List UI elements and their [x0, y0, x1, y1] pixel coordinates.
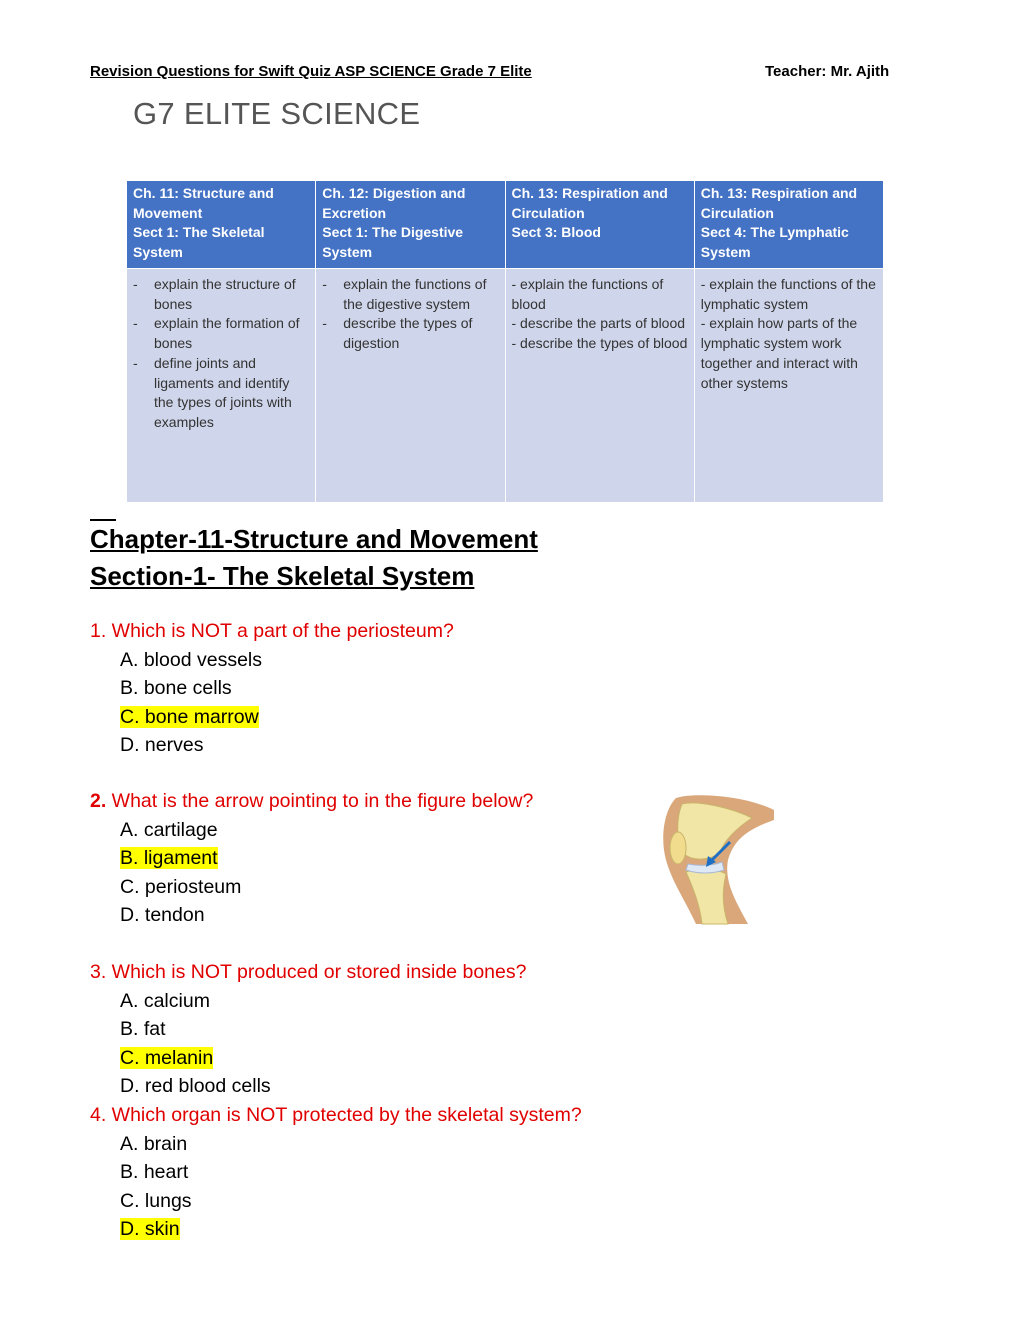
question-number: 4.: [90, 1104, 107, 1126]
objective-item: [133, 275, 309, 314]
objectives-table: [126, 180, 884, 503]
dash-bullet-icon: -: [133, 276, 138, 292]
correct-answer-text: B. ligament: [120, 847, 218, 870]
answer-option: [90, 1187, 582, 1216]
objective-text: explain the structure of bones: [154, 276, 296, 312]
objective-item: [133, 354, 309, 433]
question-text: [90, 617, 454, 646]
objectives-header-line: System: [700, 244, 751, 261]
answer-option: [90, 901, 533, 930]
objective-text: explain the formation of bones: [154, 315, 300, 352]
option-text: C. periosteum: [120, 875, 242, 898]
objectives-header-line: Sect 4: The Lymphatic: [700, 224, 849, 241]
question-1: [90, 617, 454, 760]
objectives-header-row: [127, 181, 884, 269]
question-prompt: What is the arrow pointing to in the figure below?: [106, 790, 534, 812]
option-text: D. red blood cells: [120, 1075, 271, 1098]
banner-title: G7 ELITE SCIENCE: [133, 96, 421, 131]
option-text: A. calcium: [120, 989, 210, 1012]
answer-option: [90, 646, 454, 675]
correct-answer-text: D. skin: [120, 1218, 180, 1241]
patella-bone: [670, 832, 686, 864]
option-text: A. cartilage: [120, 818, 218, 841]
objective-item: - explain the functions of blood: [511, 276, 664, 312]
question-text: [90, 958, 526, 987]
section-title: Section-1- The Skeletal System: [90, 561, 475, 591]
objectives-header-line: Movement: [133, 204, 203, 221]
correct-answer-text: C. bone marrow: [120, 705, 259, 728]
objective-item: [133, 314, 309, 353]
answer-option: [90, 1072, 526, 1101]
option-text: B. bone cells: [120, 677, 232, 700]
objective-text: describe the types of digestion: [343, 315, 473, 352]
question-prompt: Which is NOT a part of the periosteum?: [106, 620, 454, 642]
objectives-header-line: System: [322, 244, 373, 261]
answer-option: [90, 1130, 582, 1159]
answer-option: [90, 1015, 526, 1044]
dash-bullet-icon: -: [322, 276, 327, 292]
option-text: D. tendon: [120, 904, 205, 927]
dash-bullet-icon: -: [133, 354, 138, 371]
question-3: [90, 958, 526, 1101]
question-number: 2.: [90, 790, 107, 812]
objectives-header-line: Ch. 12: Digestion and: [322, 185, 466, 201]
answer-option: [90, 816, 533, 845]
objective-text: explain the functions of the digestive system: [343, 276, 487, 312]
chapter-title: Chapter-11-Structure and Movement: [90, 524, 538, 554]
objectives-body-cell: [694, 269, 883, 503]
teacher-name: Teacher: Mr. Ajith: [765, 63, 890, 80]
option-text: A. blood vessels: [120, 648, 262, 671]
objective-item: - explain the functions of the lymphatic system: [700, 276, 876, 312]
answer-option: [90, 1158, 582, 1187]
answer-option: [90, 873, 533, 902]
objectives-list: [322, 275, 498, 354]
objectives-body-row: [127, 269, 884, 503]
objectives-header-line: Ch. 13: Respiration and: [700, 185, 858, 201]
knee-joint-figure: [636, 790, 776, 930]
question-prompt: Which is NOT produced or stored inside bones?: [106, 961, 527, 983]
objectives-header-cell: [505, 181, 694, 269]
objectives-body-cell: [505, 269, 694, 503]
question-2: [90, 787, 533, 930]
objectives-header-line: Sect 3: Blood: [511, 224, 601, 241]
correct-answer-text: C. melanin: [120, 1046, 214, 1069]
objectives-header-line: Sect 1: The Digestive: [322, 224, 464, 241]
objectives-header-line: Sect 1: The Skeletal: [133, 224, 265, 241]
option-text: B. fat: [120, 1018, 166, 1041]
question-number: 3.: [90, 961, 107, 983]
objectives-body-cell: [127, 269, 316, 503]
dash-bullet-icon: -: [133, 315, 138, 332]
question-text: [90, 787, 533, 816]
dash-bullet-icon: -: [322, 315, 327, 332]
answer-option: [90, 987, 526, 1016]
objective-item: - describe the parts of blood: [511, 315, 686, 332]
objective-item: [322, 275, 498, 314]
answer-option: [90, 1044, 526, 1073]
objectives-header-cell: [127, 181, 316, 269]
objectives-header-line: Excretion: [322, 204, 387, 221]
question-number: 1.: [90, 620, 107, 642]
objectives-header-line: Circulation: [700, 204, 774, 221]
objectives-body-cell: [316, 269, 505, 503]
objective-item: [322, 314, 498, 353]
objectives-header-line: Circulation: [511, 204, 585, 221]
answer-option: [90, 731, 454, 760]
objective-text: define joints and ligaments and identify the types of joints with examples: [154, 354, 292, 430]
objective-item: - describe the types of blood: [511, 335, 688, 352]
objectives-list: [133, 275, 309, 433]
question-4: [90, 1101, 582, 1244]
objectives-header-cell: [694, 181, 883, 269]
title-overline-mark: [90, 519, 116, 521]
answer-option: [90, 674, 454, 703]
option-text: C. lungs: [120, 1189, 192, 1212]
option-text: A. brain: [120, 1132, 188, 1155]
objectives-header-cell: [316, 181, 505, 269]
objective-item: - explain how parts of the lymphatic system work together and interact with other systems: [700, 315, 858, 391]
answer-option: [90, 1215, 582, 1244]
objectives-header-line: System: [133, 244, 183, 261]
document-header-title: Revision Questions for Swift Quiz ASP SCIENCE Grade 7 Elite: [90, 63, 532, 80]
option-text: D. nerves: [120, 734, 204, 757]
objectives-header-line: Ch. 13: Respiration and: [511, 185, 668, 201]
answer-option: [90, 844, 533, 873]
question-text: [90, 1101, 582, 1130]
option-text: B. heart: [120, 1161, 189, 1184]
question-prompt: Which organ is NOT protected by the skeletal system?: [106, 1104, 582, 1126]
answer-option: [90, 703, 454, 732]
objectives-header-line: Ch. 11: Structure and: [133, 185, 274, 201]
